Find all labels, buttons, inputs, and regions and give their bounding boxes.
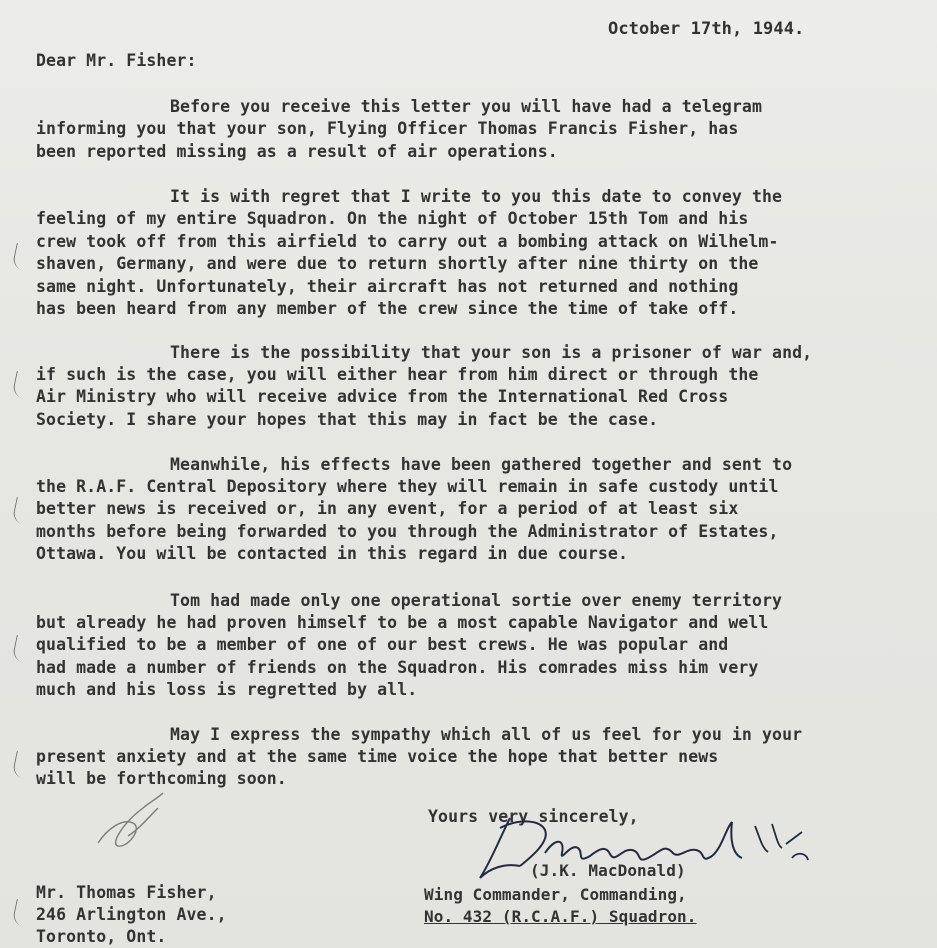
paragraph-line: qualified to be a member of one of our best crews. He was popular and	[36, 635, 729, 654]
paragraph-line: better news is received or, in any event, for a period of at least six	[36, 499, 739, 518]
paragraph-line: had made a number of friends on the Squadron. His comrades miss him very	[36, 658, 759, 677]
margin-tick-mark	[11, 899, 31, 928]
margin-tick-mark	[11, 371, 31, 400]
paragraph-line: but already he had proven himself to be a most capable Navigator and well	[36, 613, 769, 632]
paragraph-line: Before you receive this letter you will have had a telegram	[170, 97, 762, 116]
paragraph-line: months before being forwarded to you through the Administrator of Estates,	[36, 522, 779, 541]
closing: Yours very sincerely,	[428, 807, 639, 826]
paragraph-line: crew took off from this airfield to carry out a bombing attack on Wilhelm-	[36, 232, 779, 251]
recipient-city: Toronto, Ont.	[36, 927, 167, 946]
paragraph-line: There is the possibility that your son is a prisoner of war and,	[170, 343, 813, 362]
signatory-name: (J.K. MacDonald)	[530, 861, 686, 880]
paragraph-line: Ottawa. You will be contacted in this regard in due course.	[36, 544, 628, 563]
paragraph-line: It is with regret that I write to you this date to convey the	[170, 187, 783, 206]
signatory-title: Wing Commander, Commanding,	[424, 885, 687, 904]
paragraph-line: will be forthcoming soon.	[36, 769, 287, 788]
paragraph-line: Society. I share your hopes that this may in fact be the case.	[36, 410, 659, 429]
paragraph-line: shaven, Germany, and were due to return shortly after nine thirty on the	[36, 254, 759, 273]
margin-tick-mark	[11, 497, 31, 526]
paragraph-line: present anxiety and at the same time voice the hope that better news	[36, 747, 719, 766]
margin-tick-mark	[11, 751, 31, 780]
paragraph-line: the R.A.F. Central Depository where they will remain in safe custody until	[36, 477, 779, 496]
margin-tick-mark	[11, 635, 31, 664]
paragraph-line: if such is the case, you will either hear from him direct or through the	[36, 365, 759, 384]
paragraph-line: May I express the sympathy which all of us feel for you in your	[170, 725, 803, 744]
recipient-street: 246 Arlington Ave.,	[36, 905, 227, 924]
paragraph-line: much and his loss is regretted by all.	[36, 680, 418, 699]
paragraph-line: has been heard from any member of the crew since the time of take off.	[36, 299, 739, 318]
paragraph-line: Tom had made only one operational sortie over enemy territory	[170, 591, 783, 610]
margin-tick-mark	[11, 243, 31, 272]
paragraph-line: informing you that your son, Flying Officer Thomas Francis Fisher, has	[36, 119, 739, 138]
recipient-name: Mr. Thomas Fisher,	[36, 883, 217, 902]
pencil-flourish	[88, 788, 178, 858]
paragraph-line: same night. Unfortunately, their aircraft has not returned and nothing	[36, 277, 739, 296]
letter-date: October 17th, 1944.	[608, 19, 805, 39]
paragraph-line: feeling of my entire Squadron. On the night of October 15th Tom and his	[36, 209, 749, 228]
paragraph-line: been reported missing as a result of air operations.	[36, 142, 558, 161]
paragraph-line: Meanwhile, his effects have been gathered together and sent to	[170, 455, 793, 474]
paragraph-line: Air Ministry who will receive advice from the International Red Cross	[36, 387, 729, 406]
signatory-unit: No. 432 (R.C.A.F.) Squadron.	[424, 907, 697, 926]
salutation: Dear Mr. Fisher:	[36, 51, 197, 70]
